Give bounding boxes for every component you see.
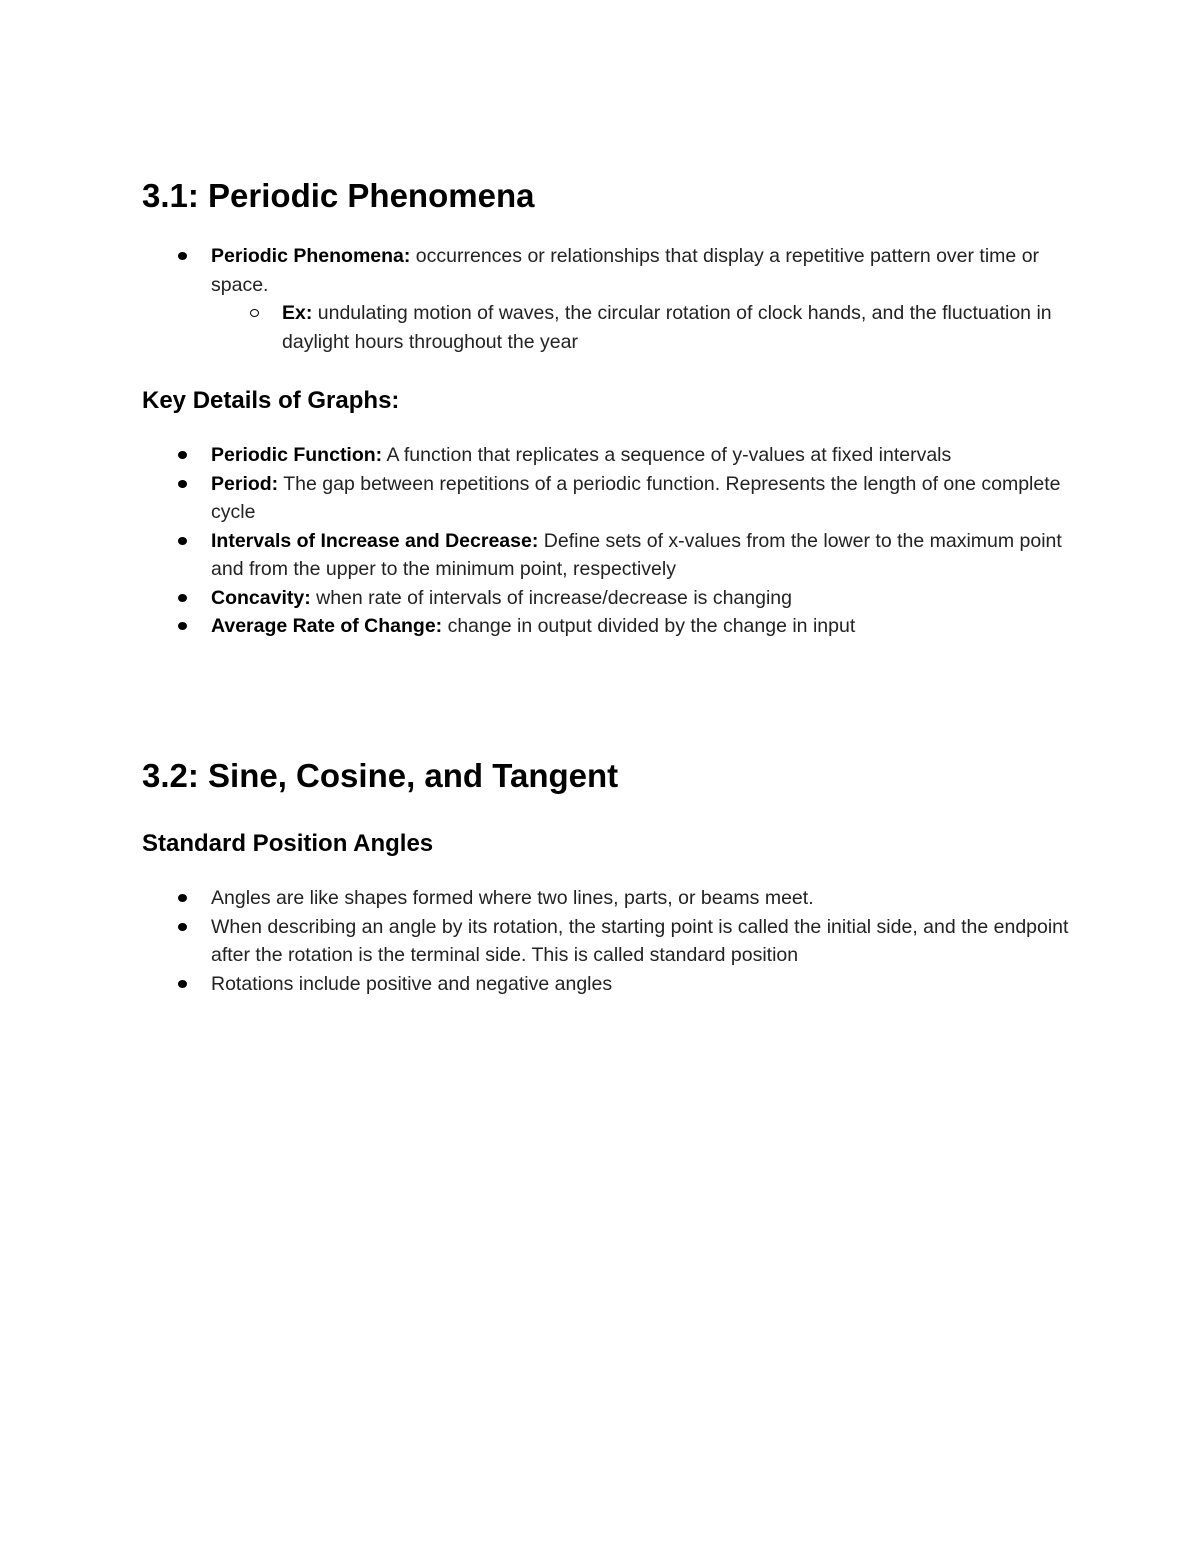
list-item [0,970,1071,999]
standard-position-heading: Standard Position Angles [142,830,434,857]
detail-text: A function that replicates a sequence of y-values at fixed intervals [382,444,952,466]
point-text: Rotations include positive and negative angles [211,972,613,995]
list-item [0,527,1071,584]
detail-text: when rate of intervals of increase/decrease is changing [310,586,792,609]
definition-text: occurrences or relationships that display a repetitive pattern over time or space. [211,245,1040,296]
definition-list [0,242,1071,356]
bullet-icon [178,480,187,488]
detail-text: Define sets of x-values from the lower to the maximum point and from the upper to the minimum point, respectively [211,529,1062,580]
bullet-icon [178,923,187,931]
bullet-icon [178,537,187,545]
bullet-icon [178,451,187,459]
point-text: Angles are like shapes formed where two lines, parts, or beams meet. [211,887,814,909]
detail-term: Concavity: [211,586,311,609]
list-item [0,584,1071,613]
point-text: When describing an angle by its rotation, the starting point is called the initial side, and the endpoint after the rotation is the terminal side. This is called standard position [211,915,1069,966]
example-text: undulating motion of waves, the circular rotation of clock hands, and the fluctuation in daylight hours throughout the year [282,302,1052,353]
bullet-icon [178,980,187,988]
example-term: Ex: [282,302,313,324]
bullet-icon [178,622,187,630]
detail-term: Average Rate of Change: [211,615,443,637]
key-details-list [0,441,1071,641]
section-1-title: 3.1: Periodic Phenomena [142,177,535,214]
list-item [0,242,1071,299]
list-item [0,612,1071,641]
bullet-icon [178,894,187,902]
standard-position-list [0,884,1071,998]
key-details-heading: Key Details of Graphs: [142,387,400,414]
detail-text: The gap between repetitions of a periodic function. Represents the length of one complete cycle [211,472,1061,523]
bullet-icon [178,252,187,260]
detail-text: change in output divided by the change in input [442,615,856,637]
list-item [0,884,1071,913]
detail-term: Periodic Function: [211,444,383,466]
list-item [0,470,1071,527]
section-2-title: 3.2: Sine, Cosine, and Tangent [142,757,619,794]
list-item [0,299,1062,356]
hollow-bullet-icon [250,309,259,317]
detail-term: Intervals of Increase and Decrease: [211,529,539,552]
detail-term: Period: [211,472,279,495]
list-item [0,441,1071,470]
bullet-icon [178,594,187,602]
definition-term: Periodic Phenomena: [211,245,411,267]
list-item [0,913,1071,970]
